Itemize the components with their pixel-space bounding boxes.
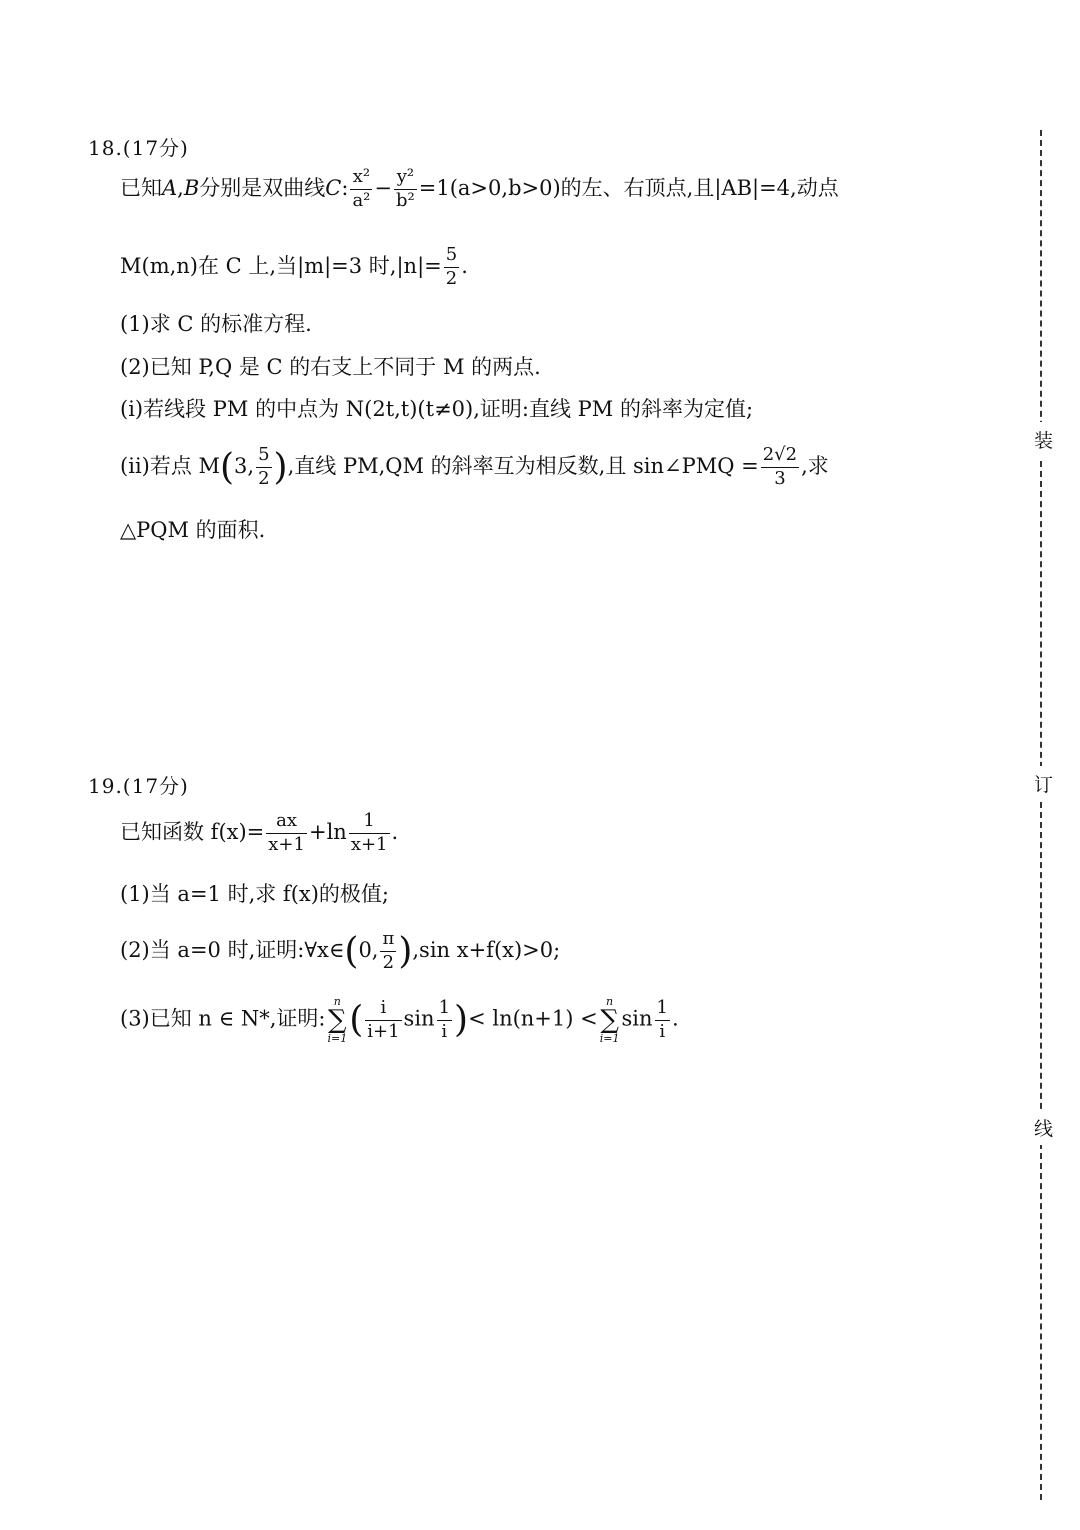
fraction-denominator: 2: [258, 468, 270, 490]
q19-part1: (1)当 a=1 时,求 f(x)的极值;: [120, 882, 390, 906]
q19-part3: [120, 996, 679, 1044]
fraction-numerator: π: [380, 930, 396, 952]
q19-text: 已知函数 f(x)=: [120, 819, 265, 844]
q19-text: sin: [621, 1006, 653, 1031]
margin-char-zhuang: 装: [1034, 422, 1053, 457]
fraction: [256, 446, 271, 489]
q19-text: sin: [403, 1006, 435, 1031]
q19-text: +ln: [308, 819, 347, 844]
q18-part1: (1)求 C 的标准方程.: [120, 312, 312, 336]
fraction-denominator: 3: [774, 468, 786, 490]
q18-text: −: [374, 175, 393, 200]
margin-char-ding: 订: [1034, 766, 1053, 801]
fraction-numerator: ax: [266, 812, 307, 834]
q19-text: (3)已知 n ∈ N*,证明:: [120, 1006, 326, 1031]
q18-line1: [120, 168, 839, 211]
fraction-denominator: i+1: [367, 1020, 400, 1042]
sum-sigma: ∑: [600, 1005, 619, 1035]
q18-text: ,直线 PM,QM 的斜率互为相反数,且 sin∠PMQ =: [287, 454, 759, 479]
q19-line1: [120, 812, 398, 855]
left-paren: (: [220, 447, 235, 488]
right-paren: ): [398, 931, 413, 972]
fraction-denominator: b²: [396, 189, 415, 211]
right-paren: ): [454, 999, 469, 1041]
fraction: [380, 930, 396, 973]
q18-number: 18.(17分): [88, 136, 189, 160]
q19-text: (2)当 a=0 时,证明:∀x∈: [120, 938, 345, 963]
q19-text: .: [671, 1006, 679, 1031]
fraction-denominator: x+1: [350, 833, 388, 855]
q18-part2ii: [120, 446, 829, 489]
right-paren: ): [273, 447, 288, 488]
fraction: [444, 246, 459, 289]
left-paren: (: [344, 931, 359, 972]
fraction-numerator: 1: [349, 812, 390, 834]
q18-text: 分别是双曲线: [199, 175, 326, 200]
q19-text: 0,: [358, 938, 379, 963]
sum-upper: n: [606, 995, 614, 1008]
q18-text: C: [325, 175, 342, 200]
q18-text: ,: [177, 175, 184, 200]
q18-part2i: (ⅰ)若线段 PM 的中点为 N(2t,t)(t≠0),证明:直线 PM 的斜率为定值;: [120, 397, 754, 421]
q18-line2: [120, 246, 468, 289]
fraction-numerator: y²: [394, 168, 417, 190]
fraction: [437, 996, 452, 1042]
q18-text: 已知: [120, 175, 162, 200]
fraction: [266, 812, 307, 855]
fraction-numerator: 2√2: [761, 446, 799, 468]
q18-text: B: [183, 175, 200, 200]
q18-text: ,求: [801, 454, 829, 479]
q18-part2ii-end: △PQM 的面积.: [120, 518, 266, 542]
summation: [327, 996, 347, 1044]
fraction-numerator: 1: [655, 999, 670, 1021]
q18-text: A: [162, 175, 178, 200]
fraction-denominator: 2: [445, 267, 458, 289]
q18-text: (ⅱ)若点 M: [120, 454, 220, 479]
left-paren: (: [349, 999, 364, 1041]
hyperbola-fraction-y: [394, 168, 417, 211]
fraction: [365, 996, 401, 1042]
fraction: [761, 446, 799, 489]
q18-text: 3,: [234, 454, 255, 479]
hyperbola-fraction-x: [350, 168, 372, 211]
q19-text: ,sin x+f(x)>0;: [412, 938, 561, 963]
fraction-denominator: 2: [382, 952, 395, 974]
fraction-numerator: i: [365, 999, 401, 1021]
sum-upper: n: [333, 995, 341, 1008]
fraction: [349, 812, 390, 855]
fraction-denominator: i: [659, 1020, 666, 1042]
q18-text: M(m,n)在 C 上,当|m|=3 时,|n|=: [120, 253, 442, 278]
fraction-denominator: i: [441, 1020, 448, 1042]
summation: [600, 996, 620, 1044]
sum-lower: i=1: [599, 1032, 620, 1045]
q18-text: .: [461, 253, 468, 278]
q18-part2: (2)已知 P,Q 是 C 的右支上不同于 M 的两点.: [120, 355, 541, 379]
fraction-denominator: a²: [352, 189, 371, 211]
fraction-numerator: x²: [350, 168, 372, 190]
fraction: [655, 996, 670, 1042]
fraction-numerator: 5: [444, 246, 459, 268]
margin-char-xian: 线: [1034, 1110, 1053, 1145]
binding-dashed-line: [1040, 130, 1042, 1500]
q18-text: :: [341, 175, 349, 200]
q19-text: .: [391, 819, 399, 844]
fraction-denominator: x+1: [268, 833, 305, 855]
q19-part2: [120, 930, 560, 973]
sum-sigma: ∑: [328, 1005, 347, 1035]
q19-text: < ln(n+1) <: [468, 1006, 598, 1031]
fraction-numerator: 1: [437, 999, 452, 1021]
q18-text: =1(a>0,b>0)的左、右顶点,且|AB|=4,动点: [418, 175, 839, 200]
q19-number: 19.(17分): [88, 774, 189, 798]
fraction-numerator: 5: [256, 446, 271, 468]
sum-lower: i=1: [327, 1032, 348, 1045]
